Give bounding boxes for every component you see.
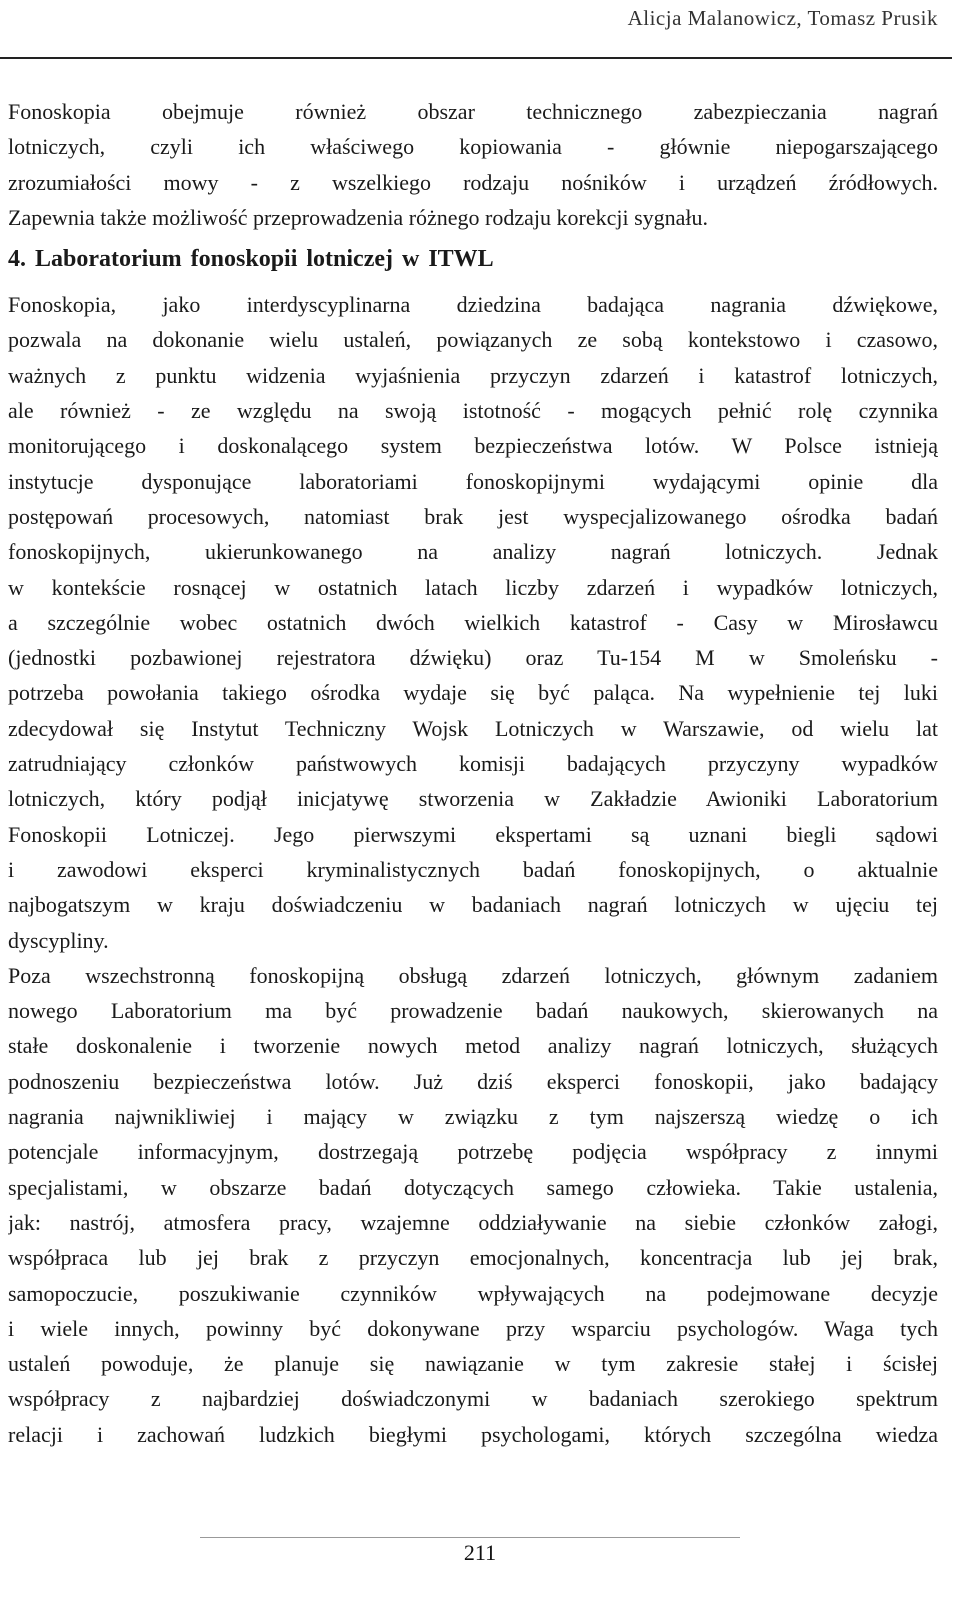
text-line: fonoskopijnych, ukierunkowanego na analizy nagrań lotniczych. Jednak [8,539,938,565]
running-header-authors: Alicja Malanowicz, Tomasz Prusik [627,6,938,30]
text-line: i wiele innych, powinny być dokonywane przy wsparciu psychologów. Waga tych [8,1315,938,1341]
text-line: współpracy z najbardziej doświadczonymi w badaniach szerokiego spektrum [8,1386,938,1412]
text-line: (jednostki pozbawionej rejestratora dźwięku) oraz Tu-154 M w Smoleńsku - [8,645,938,671]
text-line: dyscypliny. [8,927,109,953]
text-line: i zawodowi eksperci kryminalistycznych badań fonoskopijnych, o aktualnie [8,856,938,882]
text-line: zdecydował się Instytut Techniczny Wojsk Lotniczych w Warszawie, od wielu lat [8,715,938,741]
text-line: podnoszeniu bezpieczeństwa lotów. Już dziś eksperci fonoskopii, jako badający [8,1068,938,1094]
page-number: 211 [463,1540,497,1565]
text-line: lotniczych, czyli ich właściwego kopiowania - głównie niepogarszającego [8,134,938,160]
text-line: ustaleń powoduje, że planuje się nawiązanie w tym zakresie stałej i ścisłej [8,1351,938,1377]
text-line: jak: nastrój, atmosfera pracy, wzajemne oddziaływanie na siebie członków załogi, [8,1209,938,1235]
header-rule [0,57,952,59]
text-line: ale również - ze względu na swoją istotność - mogących pełnić rolę czynnika [8,398,938,424]
text-line: potencjale informacyjnym, dostrzegają potrzebę podjęcia współpracy z innymi [8,1139,938,1165]
section-heading: 4. Laboratorium fonoskopii lotniczej w ITWL [8,246,494,273]
text-line: stałe doskonalenie i tworzenie nowych metod analizy nagrań lotniczych, służących [8,1033,938,1059]
text-line: Fonoskopii Lotniczej. Jego pierwszymi ekspertami są uznani biegli sądowi [8,821,938,847]
text-line: Fonoskopia, jako interdyscyplinarna dziedzina badająca nagrania dźwiękowe, [8,292,938,318]
text-line: Fonoskopia obejmuje również obszar technicznego zabezpieczania nagrań [8,99,938,124]
intro-paragraph [8,94,938,235]
text-line: instytucje dysponujące laboratoriami fonoskopijnymi wydającymi opinie dla [8,468,938,494]
text-line: zatrudniający członków państwowych komisji badających przyczyny wypadków [8,751,938,777]
text-line: ważnych z punktu widzenia wyjaśnienia przyczyn zdarzeń i katastrof lotniczych, [8,362,938,388]
paragraph-1 [8,287,938,958]
text-line: specjalistami, w obszarze badań dotyczących samego człowieka. Takie ustalenia, [8,1174,938,1200]
text-line: w kontekście rosnącej w ostatnich latach liczby zdarzeń i wypadków lotniczych, [8,574,938,600]
text-line: współpraca lub jej brak z przyczyn emocjonalnych, koncentracja lub jej brak, [8,1245,938,1271]
text-line: relacji i zachowań ludzkich biegłymi psychologami, których szczególna wiedza [8,1421,938,1447]
text-line: potrzeba powołania takiego ośrodka wydaje się być paląca. Na wypełnienie tej luki [8,680,938,706]
text-line: postępowań procesowych, natomiast brak jest wyspecjalizowanego ośrodka badań [8,503,938,529]
text-line: a szczególnie wobec ostatnich dwóch wielkich katastrof - Casy w Mirosławcu [8,609,938,635]
page-body [8,94,938,1452]
text-line: samopoczucie, poszukiwanie czynników wpływających na podejmowane decyzje [8,1280,938,1306]
text-line: najbogatszym w kraju doświadczeniu w badaniach nagrań lotniczych w ujęciu tej [8,892,938,918]
text-line: lotniczych, który podjął inicjatywę stworzenia w Zakładzie Awioniki Laboratorium [8,786,938,812]
text-line: zrozumiałości mowy - z wszelkiego rodzaju nośników i urządzeń źródłowych. [8,169,938,195]
text-line: nagrania najwnikliwiej i mający w związku z tym najszerszą wiedzę o ich [8,1104,938,1130]
text-line: Zapewnia także możliwość przeprowadzenia różnego rodzaju korekcji sygnału. [8,204,709,230]
text-line: monitorującego i doskonalącego system bezpieczeństwa lotów. W Polsce istnieją [8,433,938,459]
text-line: nowego Laboratorium ma być prowadzenie badań naukowych, skierowanych na [8,998,938,1024]
paragraph-2 [8,958,938,1452]
text-line: Poza wszechstronną fonoskopijną obsługą zdarzeń lotniczych, głównym zadaniem [8,962,938,988]
text-line: pozwala na dokonanie wielu ustaleń, powiązanych ze sobą kontekstowo i czasowo, [8,327,938,353]
footer-rule [200,1537,740,1538]
